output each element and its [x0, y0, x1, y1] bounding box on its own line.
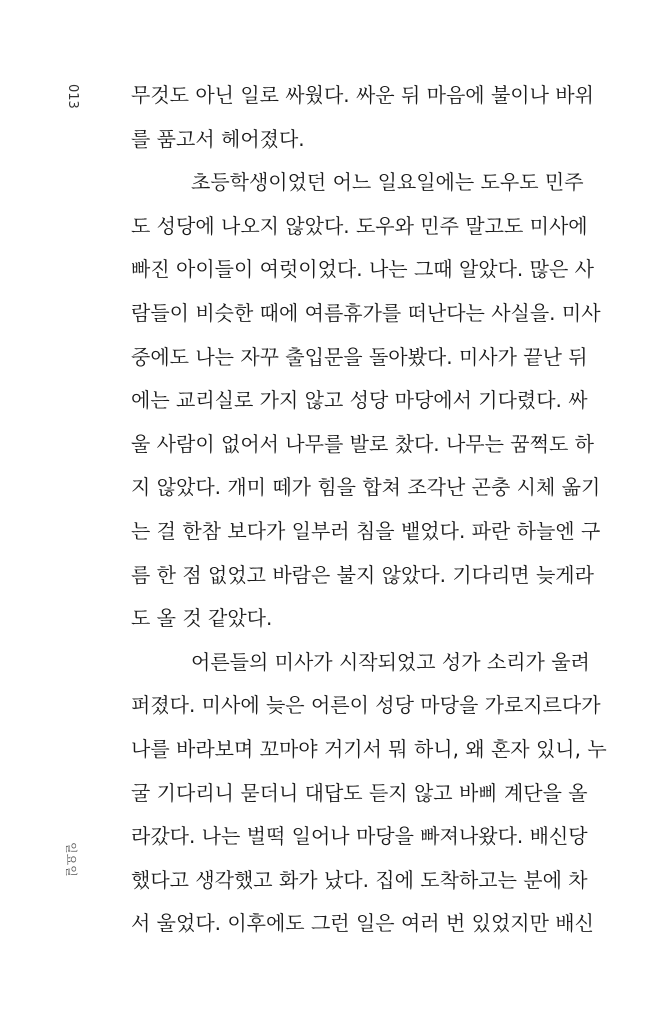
text-line: 퍼졌다. 미사에 늦은 어른이 성당 마당을 가로지르다가 [131, 693, 601, 718]
text-line: 서 울었다. 이후에도 그런 일은 여러 번 있었지만 배신 [131, 911, 594, 936]
text-line: 어른들의 미사가 시작되었고 성가 소리가 울려 [191, 649, 590, 674]
text-line: 초등학생이었던 어느 일요일에는 도우도 민주 [191, 170, 584, 195]
text-line: 나를 바라보며 꼬마야 거기서 뭐 하니, 왜 혼자 있니, 누 [131, 736, 607, 761]
text-line: 중에도 나는 자꾸 출입문을 돌아봤다. 미사가 끝난 뒤 [131, 344, 588, 369]
page-number: 013 [65, 84, 80, 109]
text-line: 를 품고서 헤어졌다. [131, 126, 305, 151]
text-line: 무것도 아닌 일로 싸웠다. 싸운 뒤 마음에 불이나 바위 [131, 83, 594, 107]
text-line: 에는 교리실로 가지 않고 성당 마당에서 기다렸다. 싸 [131, 388, 588, 413]
text-line: 했다고 생각했고 화가 났다. 집에 도착하고는 분에 차 [131, 867, 588, 892]
text-line: 라갔다. 나는 벌떡 일어나 마당을 빠져나왔다. 배신당 [131, 824, 588, 849]
text-line: 람들이 비슷한 때에 여름휴가를 떠난다는 사실을. 미사 [131, 300, 601, 325]
text-line: 도 올 것 같았다. [131, 606, 273, 631]
body-text [131, 76, 607, 948]
text-line: 굴 기다리니 묻더니 대답도 듣지 않고 바삐 계단을 올 [131, 780, 588, 805]
text-line: 지 않았다. 개미 떼가 힘을 합쳐 조각난 곤충 시체 옮기 [131, 475, 601, 500]
text-line: 름 한 점 없었고 바람은 불지 않았다. 기다리면 늦게라 [131, 562, 594, 587]
text-line: 울 사람이 없어서 나무를 발로 찼다. 나무는 꿈쩍도 하 [131, 431, 594, 456]
running-head: 일요일 [64, 842, 78, 877]
text-line: 는 걸 한참 보다가 일부러 침을 뱉었다. 파란 하늘엔 구 [131, 518, 601, 543]
text-line: 도 성당에 나오지 않았다. 도우와 민주 말고도 미사에 [131, 213, 588, 238]
text-line: 빠진 아이들이 여럿이었다. 나는 그때 알았다. 많은 사 [131, 257, 594, 282]
